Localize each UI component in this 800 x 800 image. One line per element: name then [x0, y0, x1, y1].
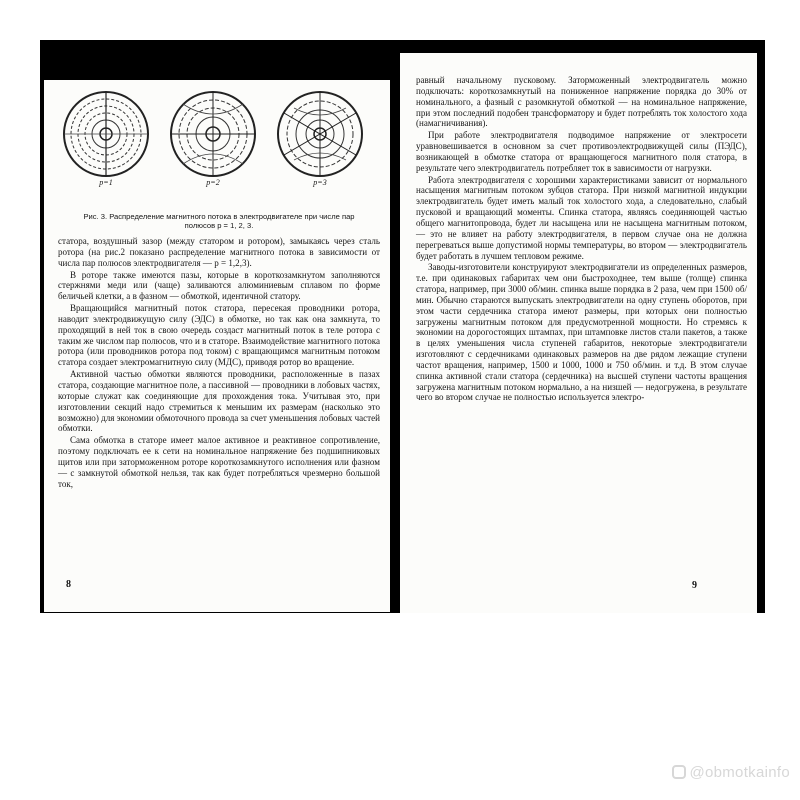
paragraph: Активной частью обмотки являются проводники, расположенные в пазах статора, создающие магнитное поле, а пассивной — проводники в лобовых частях, которые служат как соединяющие для прохождения тока. Учитывая это, при изготовлении секций надо стремиться к меньшим их размерам (насколько это возможно) для экономии обмоточного провода за счет уменьшения лобовых частей обмотки. — [58, 369, 380, 434]
page-number: 9 — [692, 580, 697, 591]
paragraph: Сама обмотка в статоре имеет малое активное и реактивное сопротивление, поэтому подключать ее к сети на номинальное напряжение без подшипниковых щитов или при заторможенном роторе короткозамкнутого исполнения или фазном — с замкнутой обмоткой нельзя, так как будет потребляться чрезмерно большой ток, — [58, 435, 380, 489]
label-p2: p=2 — [206, 178, 220, 187]
tiktok-icon — [672, 765, 686, 779]
flux-disc-p2-icon — [167, 88, 259, 180]
paragraph: При работе электродвигателя подводимое напряжение от электросети уравновешивается в основном за счет противоэлектродвижущей силы (ПЭДС), возникающей в обмотке статора от вращающегося магнитного поля статора, в результате чего электродвигатель потребляет ток в зависимости от нагрузки. — [416, 130, 747, 173]
paragraph: Вращающийся магнитный поток статора, пересекая проводники ротора, наводит электродвижущую силу (ЭДС) в обмотке, но так как она замкнута, то проходящий в ней ток в свою очередь создаст магнитный поток в теле ротора с таким же числом пар полюсов, что и в статоре. Взаимодействие магнитного потока ротора (или проводников ротора под током) с вращающимся магнитным потоком статора создает электромагнитную силу (МДС), приводя ротор во вращение. — [58, 303, 380, 368]
flux-figure — [58, 88, 380, 208]
paragraph: В роторе также имеются пазы, которые в короткозамкнутом заполняются стержнями меди или (чаще) заливаются алюминиевым сплавом по форме беличьей клетки, а в фазном — обмоткой, идентичной статору. — [58, 269, 380, 302]
paragraph: Работа электродвигателя с хорошими характеристиками зависит от нормального насыщения магнитным потоком зубцов статора. При низкой магнитной индукции электродвигатель будет иметь малый ток холостого хода, а следовательно, слабый пусковой и вращающий моменты. Спинка статора, являясь соединяющей частью общего магнитопровода, будет ли насыщена или не насыщена магнитным потоком, — это не влияет на работу электродвигателя, в первом случае она не должна перегреваться выше допустимой нормы температуры, во втором — электродвигатель будет работать в лучшем тепловом режиме. — [416, 174, 747, 261]
label-p3: p=3 — [313, 178, 327, 187]
left-page-text — [58, 236, 380, 489]
flux-diagram-p2 — [167, 88, 259, 208]
right-page-text — [416, 75, 747, 403]
left-page — [44, 80, 390, 612]
watermark — [672, 764, 790, 781]
right-page — [400, 53, 757, 613]
flux-diagram-p1 — [60, 88, 152, 208]
figure-caption: Рис. 3. Распределение магнитного потока в электродвигателе при числе пар полюсов p = 1, 2, 3. — [83, 212, 355, 230]
page-number: 8 — [66, 579, 71, 590]
label-p1: p=1 — [99, 178, 113, 187]
paragraph: статора, воздушный зазор (между статором и ротором), замыкаясь через сталь ротора (на рис.2 показано распределение магнитного потока в зависимости от числа пар полюсов электродвигателя — p = 1,2,3). — [58, 236, 380, 268]
watermark-text: @obmotkainfo — [689, 764, 790, 781]
flux-diagram-p3 — [274, 88, 366, 208]
paragraph: Заводы-изготовители конструируют электродвигатели из определенных размеров, т.е. при одинаковых габаритах чем они быстроходнее, тем выше (толще) спинка статора, например, при 3000 об/мин. спинка выше порядка в 2 раза, чем при 1500 об/мин. Обычно стараются выпускать электродвигатели на одну ступень оборотов, при этом части сердечника статора имеют размеры, при которых они полностью загружены магнитным потоком для предусмотренной мощности. Но стремясь к экономии на дорогостоящих штампах, при штамповке листов стали пакетов, а также в целях уменьшения числа ступеней габаритов, некоторые электродвигатели изготовляют с сердечниками одинаковых размеров на две рядом лежащие ступени частот вращения, например, 1500 и 1000, 1000 и 750 об/мин. и т.д. В этом случае спинка активной стали статора (сердечника) на высшей ступени частоты вращения загружена магнитным потоком нормально, а на низшей — недогружена, в результате чего во втором случае не полностью используется электро- — [416, 262, 747, 403]
flux-disc-p1-icon — [60, 88, 152, 180]
paragraph: равный начальному пусковому. Заторможенный электродвигатель можно подключать: короткозамкнутый на пониженное напряжение порядка до 30% от номинального, а фазный с разомкнутой обмоткой — на номинальное напряжение, при этом последний подобен трансформатору и будет потреблять ток холостого хода (намагничивания). — [416, 75, 747, 129]
flux-disc-p3-icon — [274, 88, 366, 180]
